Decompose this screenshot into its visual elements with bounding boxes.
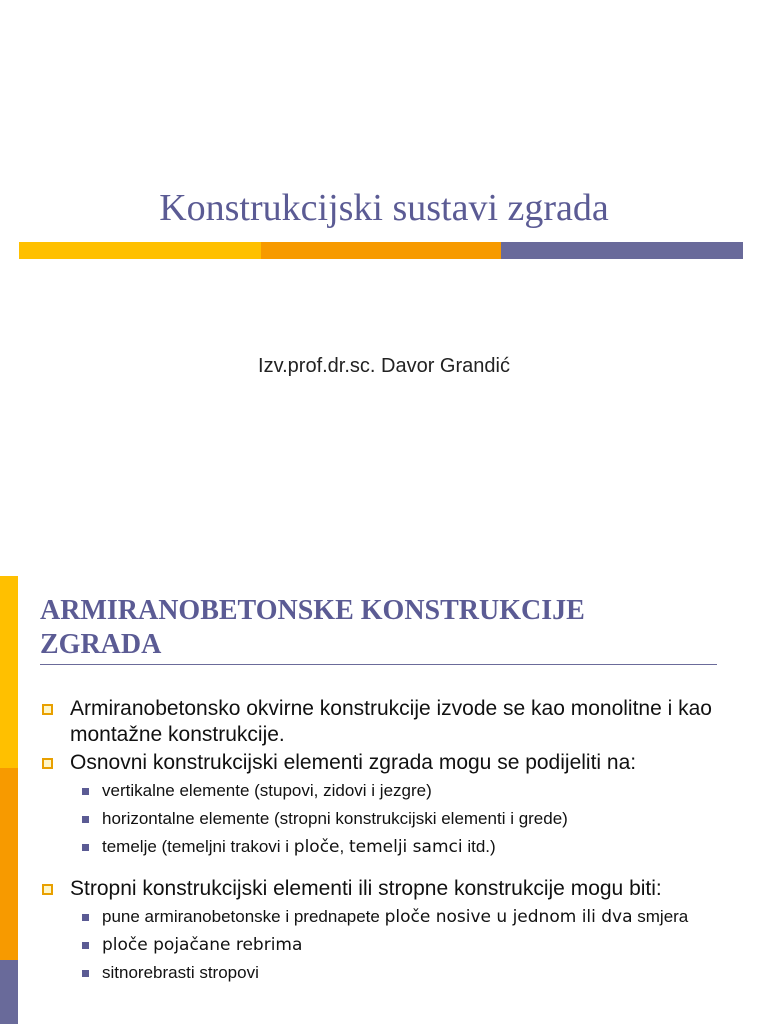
author-name: Izv.prof.dr.sc. Davor Grandić <box>258 355 510 377</box>
accent-bar-yellow <box>19 242 261 259</box>
sub-bullet-text: sitnorebrasti stropovi <box>102 963 259 982</box>
slide-title <box>40 594 700 662</box>
sub-bullet-marker-icon <box>82 942 89 949</box>
slide-title-line1: ARMIRANOBETONSKE KONSTRUKCIJE <box>40 595 585 626</box>
sub-bullet-marker-icon <box>82 970 89 977</box>
sub-bullet-temelje <box>40 836 750 858</box>
bullet-marker-icon <box>42 758 53 769</box>
bullet-text: Stropni konstrukcijski elementi ili stropne konstrukcije mogu biti: <box>70 877 662 900</box>
sub-bullet-marker-icon <box>82 844 89 851</box>
sub-bullet-text-emph: temelji samci <box>348 837 463 857</box>
accent-bar-purple <box>501 242 743 259</box>
bullet-marker-icon <box>42 884 53 895</box>
sub-bullet-text: vertikalne elemente (stupovi, zidovi i jezgre) <box>102 781 432 800</box>
bullet-stropni-elementi <box>40 876 750 902</box>
bullet-text: Armiranobetonsko okvirne konstrukcije izvode se kao monolitne i kao montažne konstrukcije. <box>70 697 712 746</box>
sub-bullet-text: itd.) <box>462 837 496 856</box>
sub-bullet-vertikalne <box>40 780 750 802</box>
sub-bullet-marker-icon <box>82 914 89 921</box>
sub-bullet-text-emph: ploče nosive u jednom ili dva <box>384 907 633 927</box>
sub-bullet-text: horizontalne elemente (stropni konstrukcijski elementi i grede) <box>102 809 568 828</box>
content-slide <box>0 576 768 1024</box>
sub-bullet-marker-icon <box>82 788 89 795</box>
sub-bullet-text-emph: ploče <box>293 837 340 857</box>
sub-bullet-horizontalne <box>40 808 750 830</box>
sub-bullet-sitnorebrasti <box>40 962 750 984</box>
sub-bullet-text: , <box>339 837 349 856</box>
sub-bullet-text-emph: ploče pojačane rebrima <box>102 935 303 955</box>
sub-bullet-text: smjera <box>632 907 689 926</box>
sub-bullet-pune-ploce <box>40 906 750 928</box>
slide-title-line2: ZGRADA <box>40 629 162 660</box>
sub-bullet-text: pune armiranobetonske i prednapete <box>102 907 385 926</box>
sub-bullet-marker-icon <box>82 816 89 823</box>
sub-bullet-rebra <box>40 934 750 956</box>
side-bar-purple <box>0 960 18 1024</box>
bullet-osnovni-elementi <box>40 750 750 776</box>
bullet-marker-icon <box>42 704 53 715</box>
bullet-monolitne <box>40 696 750 748</box>
sub-bullet-text: temelje (temeljni trakovi i <box>102 837 294 856</box>
presentation-title: Konstrukcijski sustavi zgrada <box>159 187 609 229</box>
side-bar-orange <box>0 768 18 960</box>
accent-bar-orange <box>261 242 501 259</box>
bullet-list <box>40 696 750 984</box>
title-rule <box>40 664 717 665</box>
side-bar-yellow <box>0 576 18 768</box>
bullet-text: Osnovni konstrukcijski elementi zgrada mogu se podijeliti na: <box>70 751 637 774</box>
